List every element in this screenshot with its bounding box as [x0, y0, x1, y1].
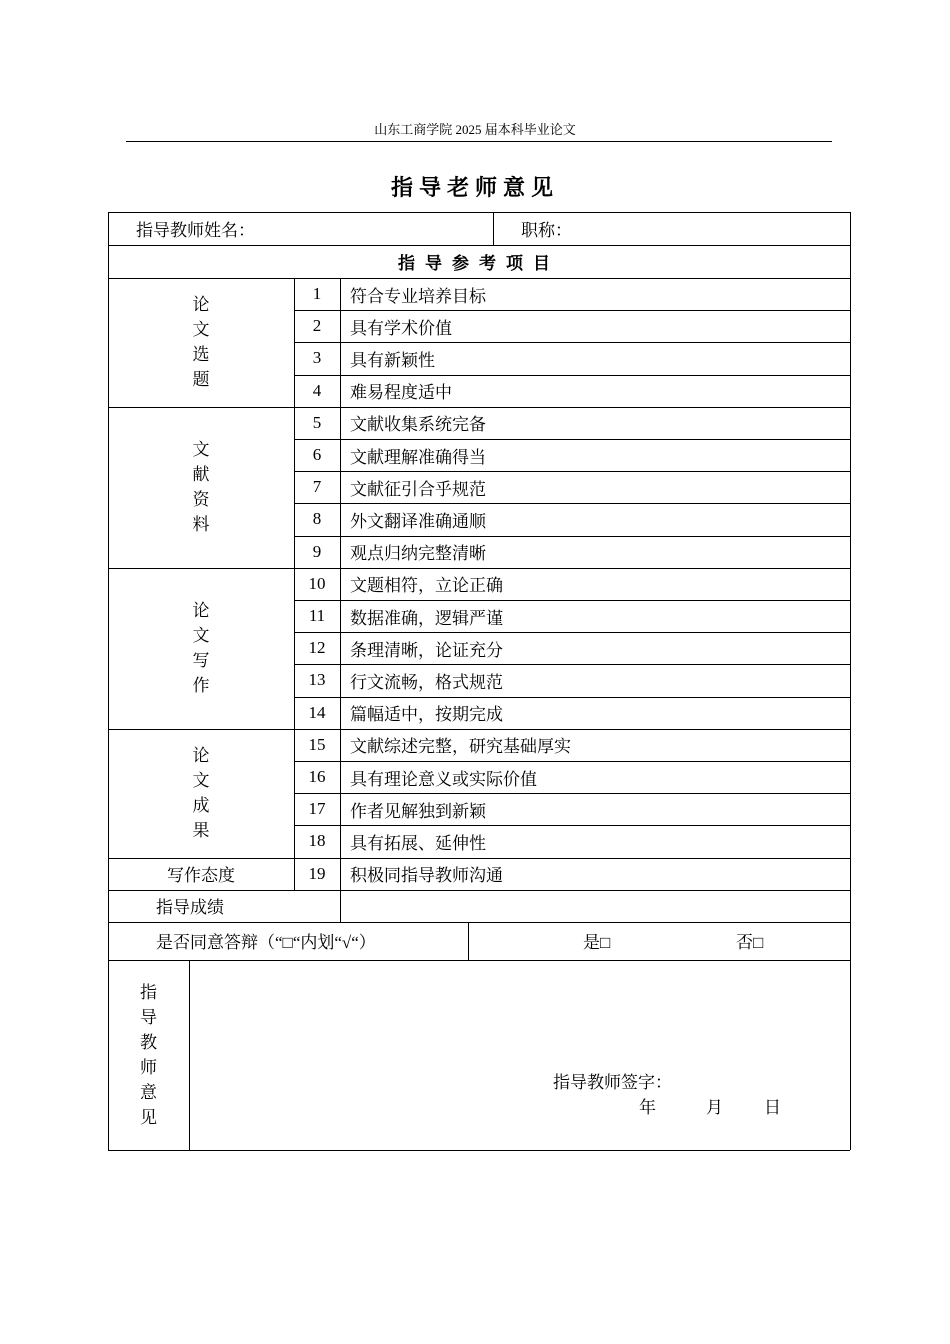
category-char: 资	[192, 490, 210, 510]
item-number: 5	[312, 412, 322, 432]
running-header: 山东工商学院 2025 届本科毕业论文	[374, 122, 576, 137]
category-char: 文	[192, 320, 210, 340]
table-rule	[493, 212, 494, 245]
item-number: 13	[308, 670, 326, 690]
category-char: 题	[192, 370, 210, 390]
category-label	[108, 729, 294, 858]
item-criterion: 文题相符，立论正确	[350, 576, 503, 596]
defense-yes-checkbox[interactable]: 是□	[583, 933, 611, 953]
opinion-label-char: 见	[140, 1107, 157, 1127]
category-char: 作	[192, 676, 210, 696]
header-rule	[126, 141, 832, 142]
category-char: 写	[192, 651, 210, 671]
date-day: 日	[764, 1097, 781, 1117]
item-criterion: 积极同指导教师沟通	[350, 866, 503, 886]
category-char: 献	[192, 465, 210, 485]
item-criterion: 数据准确，逻辑严谨	[350, 608, 503, 628]
category-char: 料	[192, 515, 210, 535]
grade-input[interactable]	[350, 890, 840, 922]
opinion-label-char: 指	[140, 982, 157, 1002]
section-heading: 指导参考项目	[398, 254, 560, 273]
item-number: 18	[308, 831, 326, 851]
date-year: 年	[639, 1097, 656, 1117]
page-title: 指导老师意见	[390, 175, 559, 200]
item-criterion: 具有理论意义或实际价值	[350, 769, 537, 789]
defense-question: 是否同意答辩（“□“内划“√“）	[156, 933, 376, 953]
item-number: 12	[308, 638, 326, 658]
item-number: 19	[308, 863, 326, 883]
table-rule	[468, 922, 469, 960]
item-number: 4	[312, 380, 322, 400]
item-criterion: 观点归纳完整清晰	[350, 544, 486, 564]
item-number: 17	[308, 799, 326, 819]
item-criterion: 文献征引合乎规范	[350, 479, 486, 499]
category-char: 成	[192, 796, 210, 816]
teacher-name-label: 指导教师姓名：	[136, 221, 255, 240]
category-label	[108, 407, 294, 568]
item-number: 11	[308, 606, 326, 626]
item-criterion: 文献综述完整，研究基础厚实	[350, 737, 571, 757]
attitude-label: 写作态度	[167, 866, 235, 886]
category-char: 文	[192, 440, 210, 460]
category-char: 果	[192, 821, 210, 841]
opinion-label-char: 导	[140, 1007, 157, 1027]
grade-label: 指导成绩	[156, 898, 224, 918]
item-criterion: 外文翻译准确通顺	[350, 511, 486, 531]
item-criterion: 作者见解独到新颖	[350, 801, 486, 821]
item-criterion: 篇幅适中，按期完成	[350, 705, 503, 725]
item-criterion: 符合专业培养目标	[350, 286, 486, 306]
item-criterion: 具有学术价值	[350, 318, 452, 338]
job-title-label: 职称：	[521, 221, 572, 240]
table-rule	[340, 278, 341, 922]
opinion-text-area[interactable]	[190, 961, 849, 1149]
opinion-label-char: 教	[140, 1032, 157, 1052]
item-criterion: 具有新颖性	[350, 350, 435, 370]
category-char: 文	[192, 626, 210, 646]
item-number: 6	[312, 445, 322, 465]
item-criterion: 文献收集系统完备	[350, 415, 486, 435]
item-criterion: 条理清晰，论证充分	[350, 640, 503, 660]
date-month: 月	[706, 1097, 723, 1117]
item-number: 8	[312, 509, 322, 529]
item-number: 14	[308, 702, 326, 722]
item-number: 2	[312, 316, 322, 336]
category-label	[108, 568, 294, 729]
opinion-label-char: 意	[140, 1082, 157, 1102]
item-number: 15	[308, 734, 326, 754]
category-label	[108, 278, 294, 407]
item-number: 1	[312, 284, 322, 304]
defense-no-checkbox[interactable]: 否□	[736, 933, 764, 953]
opinion-label-char: 师	[140, 1057, 157, 1077]
category-char: 论	[192, 601, 210, 621]
item-number: 9	[312, 541, 322, 561]
signature-label: 指导教师签字：	[553, 1072, 672, 1092]
item-criterion: 难易程度适中	[350, 383, 452, 403]
item-criterion: 文献理解准确得当	[350, 447, 486, 467]
item-criterion: 具有拓展、延伸性	[350, 833, 486, 853]
item-number: 16	[308, 767, 326, 787]
table-rule	[108, 1150, 850, 1151]
item-number: 3	[312, 348, 322, 368]
category-char: 论	[192, 746, 210, 766]
item-number: 10	[308, 573, 326, 593]
category-char: 论	[192, 295, 210, 315]
category-char: 文	[192, 771, 210, 791]
item-criterion: 行文流畅，格式规范	[350, 672, 503, 692]
item-number: 7	[312, 477, 322, 497]
opinion-label	[108, 960, 189, 1150]
category-char: 选	[192, 345, 210, 365]
table-rule	[850, 212, 851, 1150]
